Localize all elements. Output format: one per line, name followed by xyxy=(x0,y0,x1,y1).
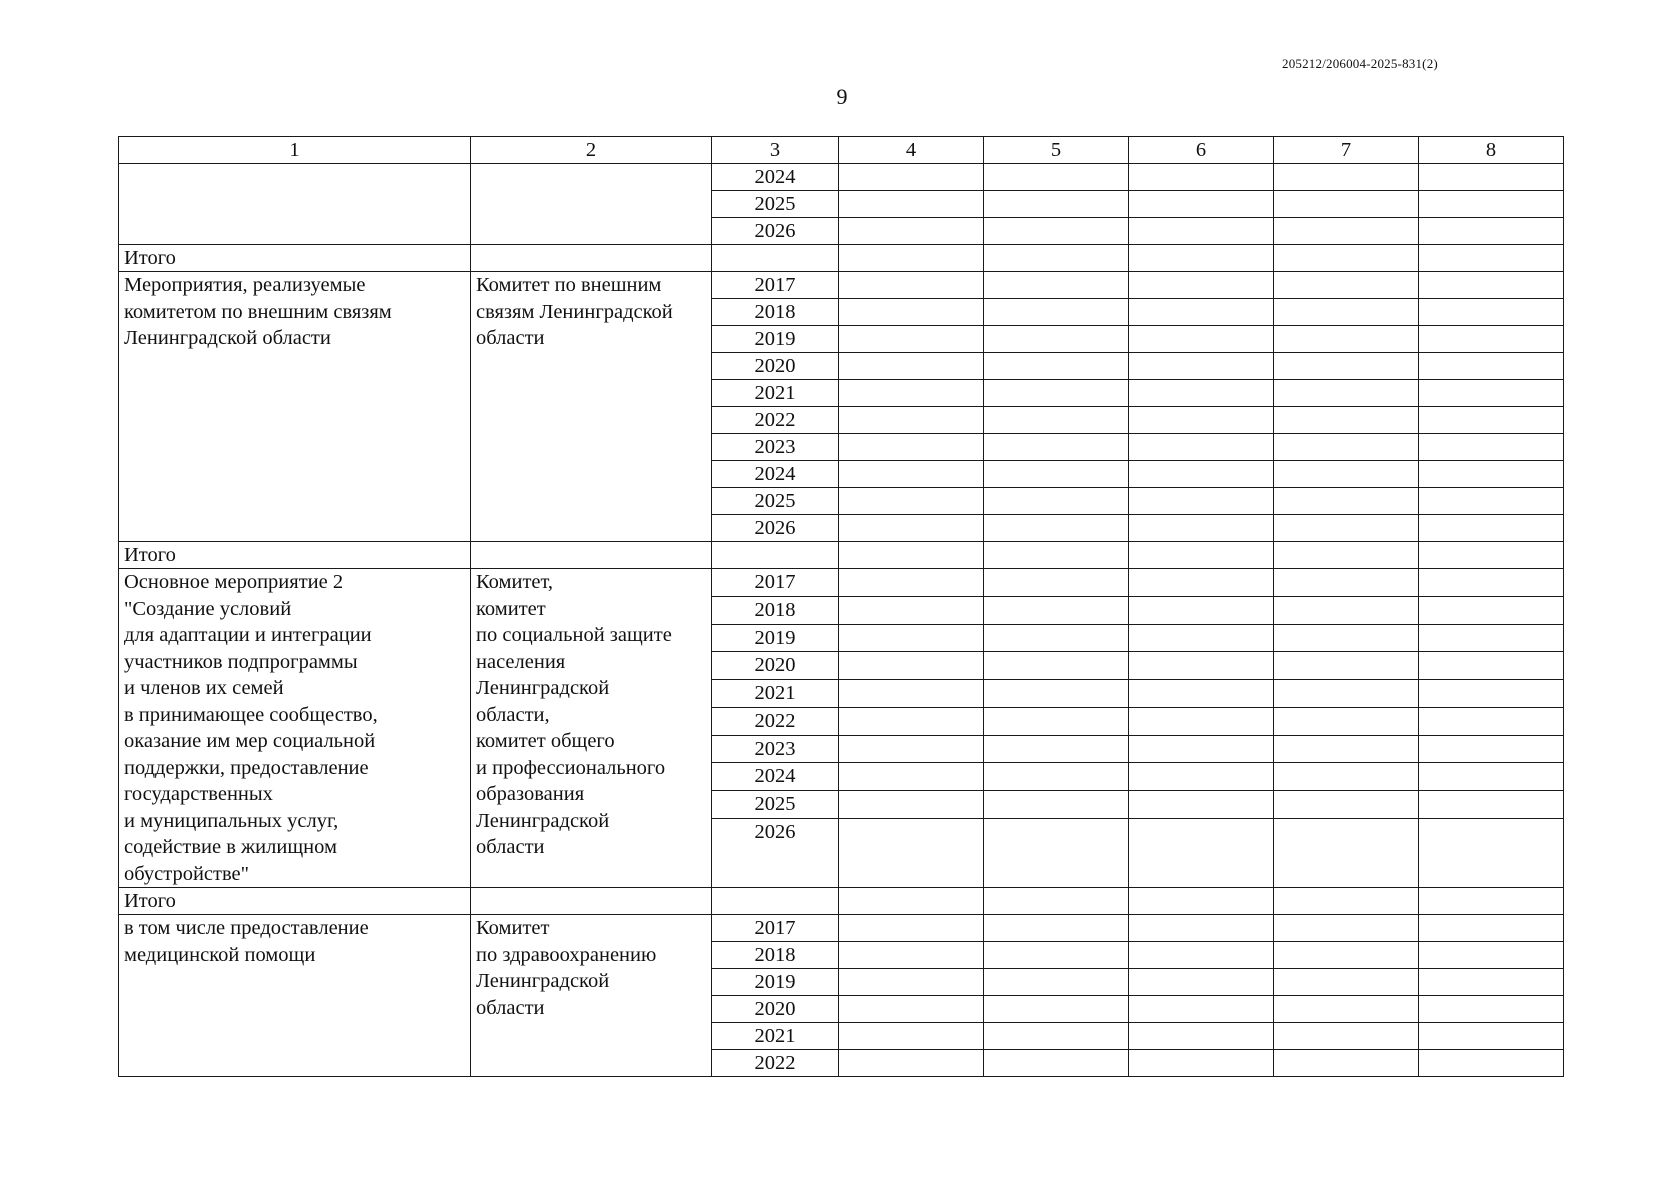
value-cell xyxy=(839,969,984,996)
year-cell: 2018 xyxy=(712,596,839,624)
value-cell xyxy=(1274,380,1419,407)
value-cell xyxy=(1129,1023,1274,1050)
value-cell xyxy=(1419,624,1564,652)
year-cell: 2019 xyxy=(712,969,839,996)
value-cell xyxy=(984,164,1129,191)
year-cell: 2024 xyxy=(712,763,839,791)
year-cell: 2020 xyxy=(712,652,839,680)
value-cell xyxy=(1419,888,1564,915)
page-number: 9 xyxy=(836,84,848,109)
value-cell xyxy=(984,515,1129,542)
value-cell xyxy=(839,461,984,488)
program-table-container xyxy=(118,136,1563,1077)
value-cell xyxy=(984,218,1129,245)
year-cell: 2024 xyxy=(712,461,839,488)
value-cell xyxy=(839,624,984,652)
value-cell xyxy=(984,299,1129,326)
value-cell xyxy=(1419,791,1564,819)
table-row xyxy=(119,164,1564,191)
value-cell xyxy=(1129,569,1274,597)
value-cell xyxy=(1419,353,1564,380)
value-cell xyxy=(1274,1023,1419,1050)
value-cell xyxy=(839,596,984,624)
executor-cell: Комитет по здравоохранению Ленинградской области xyxy=(471,915,712,1077)
value-cell xyxy=(1129,407,1274,434)
value-cell xyxy=(1419,542,1564,569)
year-cell: 2020 xyxy=(712,996,839,1023)
value-cell xyxy=(984,969,1129,996)
value-cell xyxy=(839,380,984,407)
value-cell xyxy=(1274,652,1419,680)
value-cell xyxy=(839,1023,984,1050)
value-cell xyxy=(1129,326,1274,353)
total-row xyxy=(119,245,1564,272)
program-financing-table xyxy=(118,136,1564,1077)
value-cell xyxy=(839,407,984,434)
value-cell xyxy=(1274,299,1419,326)
value-cell xyxy=(1129,353,1274,380)
year-cell: 2022 xyxy=(712,1050,839,1077)
value-cell xyxy=(1129,380,1274,407)
value-cell xyxy=(984,272,1129,299)
total-label: Итого xyxy=(119,542,471,569)
value-cell xyxy=(1419,488,1564,515)
value-cell xyxy=(1129,164,1274,191)
value-cell xyxy=(1419,735,1564,763)
value-cell xyxy=(839,652,984,680)
value-cell xyxy=(1419,569,1564,597)
value-cell xyxy=(984,461,1129,488)
value-cell xyxy=(839,942,984,969)
value-cell xyxy=(1419,969,1564,996)
value-cell xyxy=(1274,488,1419,515)
value-cell xyxy=(984,542,1129,569)
value-cell xyxy=(1274,707,1419,735)
value-cell xyxy=(984,434,1129,461)
value-cell xyxy=(1274,1050,1419,1077)
value-cell xyxy=(1419,299,1564,326)
value-cell xyxy=(984,942,1129,969)
year-cell: 2026 xyxy=(712,819,839,888)
value-cell xyxy=(1274,407,1419,434)
value-cell xyxy=(1419,1023,1564,1050)
document-code: 205212/206004-2025-831(2) xyxy=(1282,56,1438,71)
column-number: 6 xyxy=(1129,137,1274,164)
value-cell xyxy=(984,763,1129,791)
value-cell xyxy=(839,515,984,542)
value-cell xyxy=(1274,272,1419,299)
value-cell xyxy=(1274,326,1419,353)
total-row xyxy=(119,542,1564,569)
value-cell xyxy=(1274,763,1419,791)
value-cell xyxy=(1129,735,1274,763)
year-cell: 2022 xyxy=(712,407,839,434)
value-cell xyxy=(839,434,984,461)
value-cell xyxy=(1129,942,1274,969)
table-row xyxy=(119,569,1564,597)
value-cell xyxy=(839,996,984,1023)
value-cell xyxy=(1419,596,1564,624)
year-cell: 2025 xyxy=(712,191,839,218)
value-cell xyxy=(839,888,984,915)
table-row xyxy=(119,272,1564,299)
value-cell xyxy=(984,819,1129,888)
value-cell xyxy=(1274,596,1419,624)
value-cell xyxy=(1419,1050,1564,1077)
value-cell xyxy=(1419,942,1564,969)
year-cell: 2020 xyxy=(712,353,839,380)
value-cell xyxy=(839,542,984,569)
year-cell: 2017 xyxy=(712,569,839,597)
executor-cell xyxy=(471,542,712,569)
year-cell: 2018 xyxy=(712,942,839,969)
year-cell: 2025 xyxy=(712,488,839,515)
value-cell xyxy=(1129,434,1274,461)
total-label: Итого xyxy=(119,245,471,272)
value-cell xyxy=(1274,515,1419,542)
total-row xyxy=(119,888,1564,915)
value-cell xyxy=(984,791,1129,819)
value-cell xyxy=(839,353,984,380)
value-cell xyxy=(1419,680,1564,708)
year-cell: 2026 xyxy=(712,515,839,542)
column-number: 5 xyxy=(984,137,1129,164)
value-cell xyxy=(1129,245,1274,272)
value-cell xyxy=(839,791,984,819)
year-cell: 2023 xyxy=(712,735,839,763)
value-cell xyxy=(984,353,1129,380)
value-cell xyxy=(1274,680,1419,708)
value-cell xyxy=(1129,272,1274,299)
year-cell: 2024 xyxy=(712,164,839,191)
value-cell xyxy=(1129,707,1274,735)
value-cell xyxy=(1419,326,1564,353)
value-cell xyxy=(1419,461,1564,488)
value-cell xyxy=(984,915,1129,942)
value-cell xyxy=(984,407,1129,434)
value-cell xyxy=(839,680,984,708)
year-cell: 2019 xyxy=(712,326,839,353)
value-cell xyxy=(839,272,984,299)
value-cell xyxy=(1274,542,1419,569)
value-cell xyxy=(1274,915,1419,942)
value-cell xyxy=(1419,515,1564,542)
value-cell xyxy=(1129,1050,1274,1077)
executor-cell: Комитет, комитет по социальной защите населения Ленинградской области, комитет общего и профессионального образования Ленинградской области xyxy=(471,569,712,888)
column-number: 2 xyxy=(471,137,712,164)
year-cell xyxy=(712,888,839,915)
value-cell xyxy=(1419,434,1564,461)
value-cell xyxy=(839,819,984,888)
value-cell xyxy=(1129,461,1274,488)
measure-name-cell: Мероприятия, реализуемые комитетом по внешним связям Ленинградской области xyxy=(119,272,471,542)
value-cell xyxy=(1129,596,1274,624)
value-cell xyxy=(839,569,984,597)
value-cell xyxy=(984,245,1129,272)
value-cell xyxy=(1274,996,1419,1023)
value-cell xyxy=(1419,819,1564,888)
executor-cell xyxy=(471,888,712,915)
value-cell xyxy=(1129,915,1274,942)
year-cell: 2026 xyxy=(712,218,839,245)
value-cell xyxy=(1274,569,1419,597)
value-cell xyxy=(839,488,984,515)
value-cell xyxy=(1274,791,1419,819)
value-cell xyxy=(1129,996,1274,1023)
column-number-row xyxy=(119,137,1564,164)
value-cell xyxy=(1274,353,1419,380)
value-cell xyxy=(984,888,1129,915)
value-cell xyxy=(984,1050,1129,1077)
value-cell xyxy=(839,218,984,245)
value-cell xyxy=(984,569,1129,597)
value-cell xyxy=(984,326,1129,353)
value-cell xyxy=(1419,245,1564,272)
value-cell xyxy=(1129,542,1274,569)
year-cell: 2017 xyxy=(712,272,839,299)
value-cell xyxy=(1419,380,1564,407)
value-cell xyxy=(1419,272,1564,299)
executor-cell xyxy=(471,245,712,272)
value-cell xyxy=(1129,791,1274,819)
value-cell xyxy=(839,915,984,942)
value-cell xyxy=(1129,218,1274,245)
value-cell xyxy=(1129,299,1274,326)
column-number: 7 xyxy=(1274,137,1419,164)
year-cell xyxy=(712,542,839,569)
value-cell xyxy=(1419,996,1564,1023)
value-cell xyxy=(984,624,1129,652)
value-cell xyxy=(1129,624,1274,652)
total-label: Итого xyxy=(119,888,471,915)
value-cell xyxy=(1274,164,1419,191)
measure-name-cell xyxy=(119,164,471,245)
value-cell xyxy=(1419,164,1564,191)
column-number: 4 xyxy=(839,137,984,164)
column-number: 3 xyxy=(712,137,839,164)
value-cell xyxy=(1129,969,1274,996)
value-cell xyxy=(839,735,984,763)
value-cell xyxy=(1129,680,1274,708)
value-cell xyxy=(1129,888,1274,915)
value-cell xyxy=(1419,915,1564,942)
year-cell: 2018 xyxy=(712,299,839,326)
value-cell xyxy=(1274,888,1419,915)
value-cell xyxy=(1419,707,1564,735)
value-cell xyxy=(1274,218,1419,245)
value-cell xyxy=(839,763,984,791)
value-cell xyxy=(984,596,1129,624)
value-cell xyxy=(839,707,984,735)
value-cell xyxy=(1129,763,1274,791)
value-cell xyxy=(1129,515,1274,542)
value-cell xyxy=(1274,461,1419,488)
value-cell xyxy=(839,191,984,218)
year-cell: 2021 xyxy=(712,380,839,407)
year-cell: 2021 xyxy=(712,680,839,708)
value-cell xyxy=(1129,652,1274,680)
value-cell xyxy=(984,191,1129,218)
value-cell xyxy=(1274,191,1419,218)
value-cell xyxy=(1419,652,1564,680)
value-cell xyxy=(984,652,1129,680)
value-cell xyxy=(1274,735,1419,763)
value-cell xyxy=(984,488,1129,515)
value-cell xyxy=(984,680,1129,708)
value-cell xyxy=(984,380,1129,407)
column-number: 1 xyxy=(119,137,471,164)
value-cell xyxy=(984,735,1129,763)
table-row xyxy=(119,915,1564,942)
value-cell xyxy=(1129,819,1274,888)
year-cell: 2017 xyxy=(712,915,839,942)
measure-name-cell: Основное мероприятие 2 "Создание условий для адаптации и интеграции участников подпрограммы и членов их семей в принимающее сообщество, оказание им мер социальной поддержки, предоставление государственных и муниципальных услуг, содействие в жилищном обустройстве" xyxy=(119,569,471,888)
value-cell xyxy=(839,245,984,272)
value-cell xyxy=(984,996,1129,1023)
value-cell xyxy=(1419,407,1564,434)
value-cell xyxy=(839,164,984,191)
value-cell xyxy=(1419,218,1564,245)
year-cell: 2022 xyxy=(712,707,839,735)
column-number: 8 xyxy=(1419,137,1564,164)
executor-cell xyxy=(471,164,712,245)
measure-name-cell: в том числе предоставление медицинской помощи xyxy=(119,915,471,1077)
value-cell xyxy=(1274,245,1419,272)
value-cell xyxy=(839,1050,984,1077)
executor-cell: Комитет по внешним связям Ленинградской области xyxy=(471,272,712,542)
value-cell xyxy=(1129,488,1274,515)
value-cell xyxy=(1419,763,1564,791)
value-cell xyxy=(1274,942,1419,969)
value-cell xyxy=(839,299,984,326)
value-cell xyxy=(1274,624,1419,652)
value-cell xyxy=(984,1023,1129,1050)
value-cell xyxy=(984,707,1129,735)
value-cell xyxy=(1274,969,1419,996)
value-cell xyxy=(1129,191,1274,218)
value-cell xyxy=(839,326,984,353)
year-cell: 2019 xyxy=(712,624,839,652)
year-cell xyxy=(712,245,839,272)
value-cell xyxy=(1274,819,1419,888)
value-cell xyxy=(1274,434,1419,461)
year-cell: 2023 xyxy=(712,434,839,461)
year-cell: 2021 xyxy=(712,1023,839,1050)
value-cell xyxy=(1419,191,1564,218)
year-cell: 2025 xyxy=(712,791,839,819)
